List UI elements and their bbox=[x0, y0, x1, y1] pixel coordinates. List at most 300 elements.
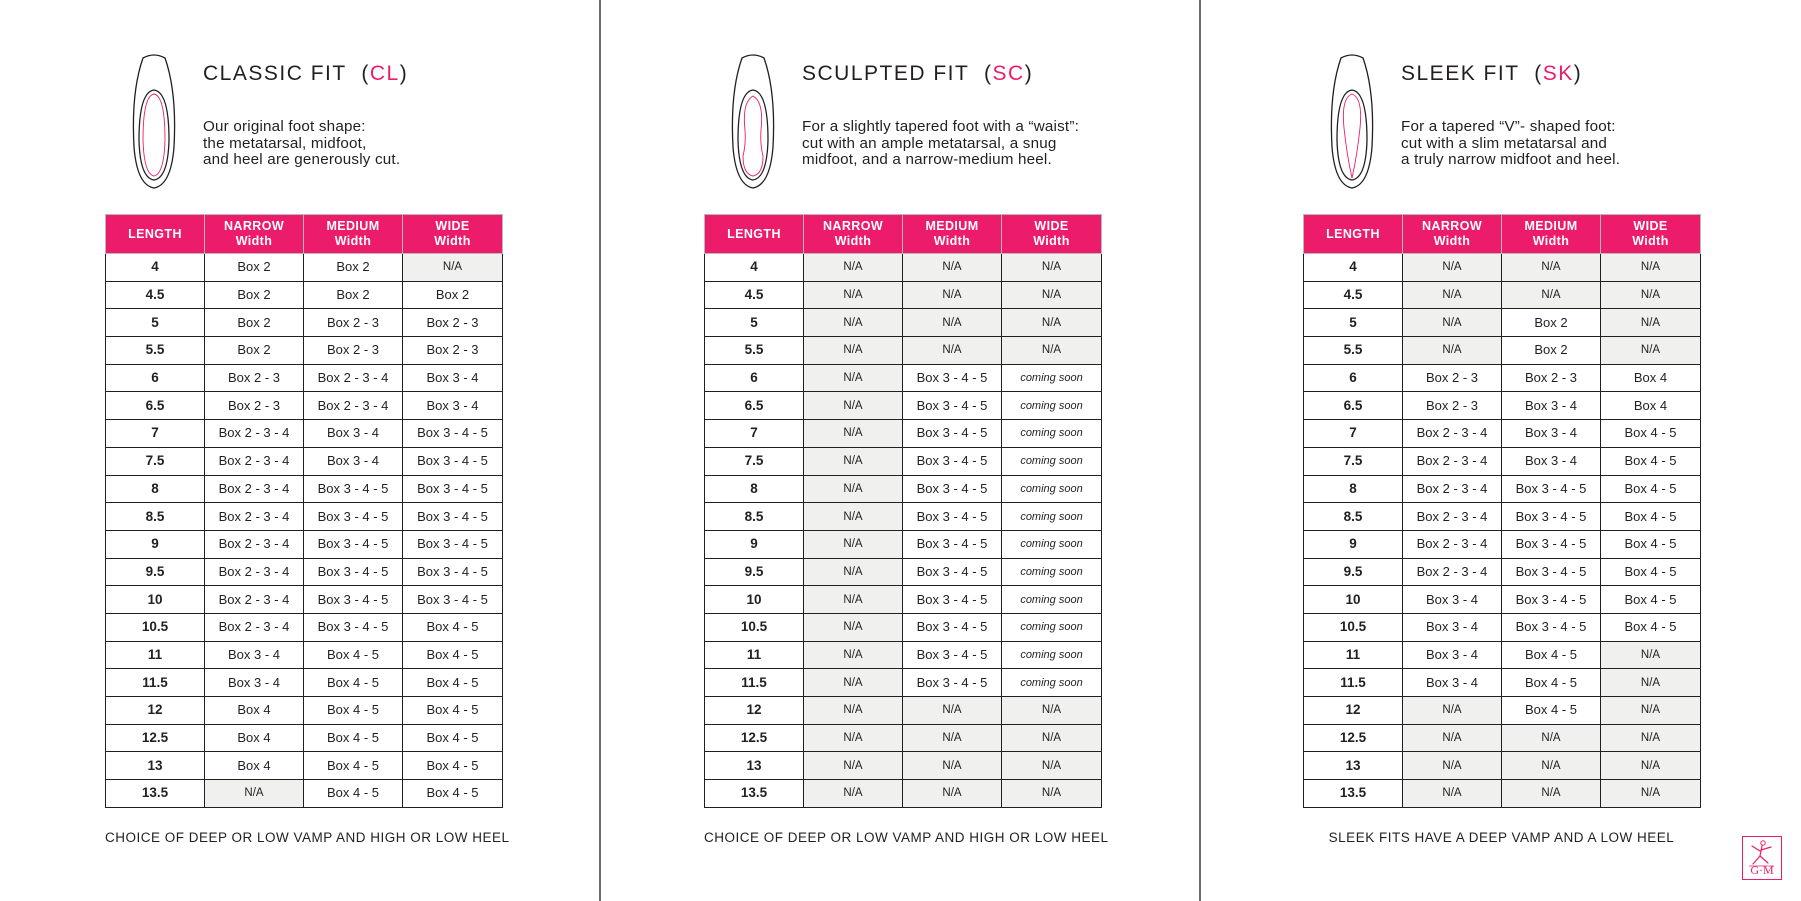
gaynor-minden-logo-icon bbox=[1742, 836, 1782, 880]
table-row bbox=[106, 475, 503, 503]
fit-description-line: and heel are generously cut. bbox=[203, 151, 401, 169]
box-cell: N/A bbox=[804, 254, 903, 282]
box-cell: N/A bbox=[804, 724, 903, 752]
table-row bbox=[106, 309, 503, 337]
box-cell: Box 3 - 4 bbox=[1502, 392, 1601, 420]
length-cell: 5.5 bbox=[1304, 337, 1403, 365]
box-cell: Box 2 - 3 - 4 bbox=[205, 586, 304, 614]
table-row bbox=[1304, 420, 1701, 448]
box-cell: coming soon bbox=[1002, 641, 1102, 669]
table-row bbox=[705, 420, 1102, 448]
box-cell: Box 2 - 3 - 4 bbox=[205, 447, 304, 475]
box-cell: N/A bbox=[804, 337, 903, 365]
length-cell: 5.5 bbox=[705, 337, 804, 365]
box-cell: Box 2 - 3 bbox=[304, 337, 403, 365]
table-row bbox=[1304, 337, 1701, 365]
box-cell: Box 2 bbox=[205, 281, 304, 309]
box-cell: N/A bbox=[1601, 309, 1701, 337]
length-cell: 13.5 bbox=[1304, 780, 1403, 808]
length-cell: 4 bbox=[1304, 254, 1403, 282]
box-cell: Box 3 - 4 bbox=[1502, 447, 1601, 475]
table-row bbox=[106, 447, 503, 475]
table-row bbox=[705, 281, 1102, 309]
box-cell: Box 3 - 4 bbox=[1403, 669, 1502, 697]
header-medium-label: MEDIUM bbox=[925, 219, 979, 233]
box-cell: Box 4 bbox=[205, 724, 304, 752]
box-cell: Box 2 - 3 - 4 bbox=[205, 475, 304, 503]
table-row bbox=[106, 392, 503, 420]
box-cell: N/A bbox=[1002, 752, 1102, 780]
box-cell: N/A bbox=[903, 309, 1002, 337]
header-medium-sublabel: Width bbox=[1532, 234, 1570, 248]
box-cell: Box 2 bbox=[205, 337, 304, 365]
box-cell: Box 4 bbox=[205, 697, 304, 725]
table-row bbox=[705, 364, 1102, 392]
box-cell: coming soon bbox=[1002, 420, 1102, 448]
table-row bbox=[705, 586, 1102, 614]
fit-title-text: SLEEK FIT bbox=[1401, 62, 1520, 85]
box-cell: Box 4 - 5 bbox=[1502, 669, 1601, 697]
fit-description-line: cut with a slim metatarsal and bbox=[1401, 134, 1608, 152]
box-cell: Box 4 - 5 bbox=[403, 641, 503, 669]
length-cell: 10.5 bbox=[705, 613, 804, 641]
length-cell: 11.5 bbox=[1304, 669, 1403, 697]
table-row bbox=[705, 641, 1102, 669]
table-row bbox=[106, 254, 503, 282]
box-cell: N/A bbox=[1403, 752, 1502, 780]
box-cell: N/A bbox=[804, 780, 903, 808]
header-wide-label: WIDE bbox=[435, 219, 470, 233]
table-row bbox=[106, 586, 503, 614]
box-cell: Box 2 - 3 - 4 bbox=[1403, 558, 1502, 586]
header-medium bbox=[903, 215, 1002, 254]
table-row bbox=[705, 697, 1102, 725]
box-cell: Box 3 - 4 - 5 bbox=[903, 669, 1002, 697]
box-cell: N/A bbox=[1403, 697, 1502, 725]
table-row bbox=[705, 309, 1102, 337]
length-cell: 9.5 bbox=[1304, 558, 1403, 586]
box-cell: N/A bbox=[804, 364, 903, 392]
fit-panel bbox=[1198, 0, 1796, 901]
table-row bbox=[106, 558, 503, 586]
length-cell: 4 bbox=[705, 254, 804, 282]
size-table bbox=[704, 214, 1102, 808]
table-row bbox=[705, 254, 1102, 282]
box-cell: N/A bbox=[804, 475, 903, 503]
header-wide-label: WIDE bbox=[1034, 219, 1069, 233]
box-cell: Box 2 - 3 bbox=[1502, 364, 1601, 392]
box-cell: N/A bbox=[1403, 309, 1502, 337]
length-cell: 8.5 bbox=[106, 503, 205, 531]
header-narrow bbox=[205, 215, 304, 254]
box-cell: Box 3 - 4 bbox=[304, 420, 403, 448]
table-row bbox=[106, 724, 503, 752]
header-narrow-label: NARROW bbox=[223, 219, 285, 233]
header-medium-label: MEDIUM bbox=[1524, 219, 1578, 233]
box-cell: Box 3 - 4 bbox=[1403, 641, 1502, 669]
box-cell: N/A bbox=[903, 254, 1002, 282]
table-row bbox=[705, 475, 1102, 503]
table-row bbox=[106, 780, 503, 808]
box-cell: N/A bbox=[1502, 254, 1601, 282]
length-cell: 12 bbox=[106, 697, 205, 725]
fit-description bbox=[203, 119, 563, 169]
fit-title bbox=[1401, 62, 1582, 86]
box-cell: coming soon bbox=[1002, 613, 1102, 641]
box-cell: Box 2 - 3 - 4 bbox=[1403, 475, 1502, 503]
box-cell: N/A bbox=[1502, 780, 1601, 808]
box-cell: coming soon bbox=[1002, 475, 1102, 503]
length-cell: 11.5 bbox=[705, 669, 804, 697]
box-cell: N/A bbox=[903, 752, 1002, 780]
length-cell: 13 bbox=[1304, 752, 1403, 780]
box-cell: N/A bbox=[804, 309, 903, 337]
header-wide bbox=[403, 215, 503, 254]
fit-description-line: For a tapered “V”- shaped foot: bbox=[1401, 118, 1616, 135]
box-cell: Box 3 - 4 bbox=[1403, 613, 1502, 641]
box-cell: N/A bbox=[1502, 724, 1601, 752]
box-cell: Box 3 - 4 - 5 bbox=[1502, 613, 1601, 641]
length-cell: 12.5 bbox=[705, 724, 804, 752]
box-cell: Box 3 - 4 bbox=[1502, 420, 1601, 448]
table-header-row bbox=[1304, 215, 1701, 254]
table-row bbox=[1304, 364, 1701, 392]
box-cell: Box 4 - 5 bbox=[403, 697, 503, 725]
box-cell: N/A bbox=[804, 613, 903, 641]
length-cell: 10.5 bbox=[1304, 613, 1403, 641]
box-cell: N/A bbox=[1502, 752, 1601, 780]
header-narrow-sublabel: Width bbox=[834, 234, 872, 248]
box-cell: Box 2 bbox=[304, 254, 403, 282]
box-cell: Box 3 - 4 - 5 bbox=[304, 613, 403, 641]
length-cell: 5 bbox=[106, 309, 205, 337]
table-row bbox=[705, 613, 1102, 641]
box-cell: Box 2 - 3 - 4 bbox=[205, 503, 304, 531]
header-length: LENGTH bbox=[705, 215, 804, 254]
box-cell: Box 2 - 3 bbox=[304, 309, 403, 337]
header-narrow bbox=[1403, 215, 1502, 254]
table-row bbox=[106, 752, 503, 780]
box-cell: N/A bbox=[804, 420, 903, 448]
box-cell: Box 3 - 4 - 5 bbox=[403, 503, 503, 531]
box-cell: N/A bbox=[1403, 254, 1502, 282]
box-cell: Box 3 - 4 bbox=[304, 447, 403, 475]
box-cell: coming soon bbox=[1002, 669, 1102, 697]
box-cell: Box 3 - 4 - 5 bbox=[403, 447, 503, 475]
header-narrow bbox=[804, 215, 903, 254]
box-cell: Box 3 - 4 - 5 bbox=[1502, 475, 1601, 503]
length-cell: 9 bbox=[705, 530, 804, 558]
length-cell: 6 bbox=[106, 364, 205, 392]
table-row bbox=[106, 613, 503, 641]
box-cell: coming soon bbox=[1002, 503, 1102, 531]
box-cell: N/A bbox=[804, 392, 903, 420]
fit-code-open: ( bbox=[984, 62, 993, 85]
box-cell: Box 4 - 5 bbox=[304, 780, 403, 808]
box-cell: N/A bbox=[1403, 281, 1502, 309]
header-narrow-label: NARROW bbox=[822, 219, 884, 233]
length-cell: 9 bbox=[106, 530, 205, 558]
box-cell: N/A bbox=[403, 254, 503, 282]
box-cell: Box 2 - 3 bbox=[1403, 392, 1502, 420]
pointe-shoe-classic-icon bbox=[128, 52, 180, 192]
box-cell: Box 4 - 5 bbox=[1601, 503, 1701, 531]
fit-description bbox=[802, 119, 1162, 169]
box-cell: N/A bbox=[1002, 780, 1102, 808]
box-cell: Box 2 - 3 bbox=[403, 309, 503, 337]
table-row bbox=[705, 503, 1102, 531]
length-cell: 5.5 bbox=[106, 337, 205, 365]
fit-description-line: For a slightly tapered foot with a “waist”: bbox=[802, 118, 1080, 135]
box-cell: N/A bbox=[903, 724, 1002, 752]
table-row bbox=[1304, 447, 1701, 475]
header-narrow-sublabel: Width bbox=[235, 234, 273, 248]
box-cell: Box 4 - 5 bbox=[304, 724, 403, 752]
box-cell: N/A bbox=[1403, 337, 1502, 365]
table-row bbox=[106, 337, 503, 365]
fit-panel bbox=[0, 0, 598, 901]
table-row bbox=[1304, 697, 1701, 725]
table-row bbox=[1304, 309, 1701, 337]
length-cell: 12 bbox=[1304, 697, 1403, 725]
table-row bbox=[705, 392, 1102, 420]
box-cell: N/A bbox=[1002, 281, 1102, 309]
table-row bbox=[1304, 530, 1701, 558]
box-cell: Box 4 - 5 bbox=[1601, 475, 1701, 503]
box-cell: coming soon bbox=[1002, 558, 1102, 586]
box-cell: Box 3 - 4 - 5 bbox=[903, 420, 1002, 448]
box-cell: N/A bbox=[804, 697, 903, 725]
box-cell: Box 3 - 4 - 5 bbox=[903, 475, 1002, 503]
fit-code: SC bbox=[992, 62, 1025, 85]
length-cell: 11 bbox=[705, 641, 804, 669]
table-row bbox=[705, 337, 1102, 365]
box-cell: Box 4 bbox=[1601, 364, 1701, 392]
fit-description bbox=[1401, 119, 1761, 169]
box-cell: coming soon bbox=[1002, 364, 1102, 392]
table-row bbox=[1304, 780, 1701, 808]
box-cell: Box 2 - 3 bbox=[403, 337, 503, 365]
table-row bbox=[106, 420, 503, 448]
box-cell: coming soon bbox=[1002, 530, 1102, 558]
length-cell: 5 bbox=[705, 309, 804, 337]
fit-code-open: ( bbox=[1534, 62, 1543, 85]
length-cell: 11.5 bbox=[106, 669, 205, 697]
box-cell: Box 3 - 4 - 5 bbox=[903, 530, 1002, 558]
box-cell: Box 3 - 4 - 5 bbox=[1502, 530, 1601, 558]
box-cell: Box 2 bbox=[205, 309, 304, 337]
fit-code-open: ( bbox=[361, 62, 370, 85]
box-cell: Box 4 bbox=[205, 752, 304, 780]
box-cell: N/A bbox=[1002, 724, 1102, 752]
size-table bbox=[1303, 214, 1701, 808]
box-cell: N/A bbox=[1002, 337, 1102, 365]
length-cell: 4 bbox=[106, 254, 205, 282]
length-cell: 8 bbox=[705, 475, 804, 503]
header-medium bbox=[304, 215, 403, 254]
table-row bbox=[1304, 503, 1701, 531]
header-medium-sublabel: Width bbox=[933, 234, 971, 248]
box-cell: Box 3 - 4 bbox=[205, 641, 304, 669]
box-cell: Box 3 - 4 - 5 bbox=[903, 503, 1002, 531]
pointe-shoe-sculpted-icon bbox=[727, 52, 779, 192]
box-cell: Box 2 - 3 - 4 bbox=[1403, 530, 1502, 558]
box-cell: Box 2 - 3 - 4 bbox=[1403, 503, 1502, 531]
box-cell: Box 2 bbox=[1502, 337, 1601, 365]
box-cell: Box 3 - 4 bbox=[1403, 586, 1502, 614]
box-cell: Box 3 - 4 - 5 bbox=[403, 530, 503, 558]
box-cell: Box 3 - 4 - 5 bbox=[304, 530, 403, 558]
fit-code: CL bbox=[369, 62, 400, 85]
size-table bbox=[105, 214, 503, 808]
table-row bbox=[705, 447, 1102, 475]
fit-footnote: CHOICE OF DEEP OR LOW VAMP AND HIGH OR LOW HEEL bbox=[105, 830, 510, 845]
box-cell: Box 4 - 5 bbox=[1502, 641, 1601, 669]
header-length: LENGTH bbox=[106, 215, 205, 254]
fit-footnote: CHOICE OF DEEP OR LOW VAMP AND HIGH OR LOW HEEL bbox=[704, 830, 1109, 845]
pointe-shoe-sleek-icon bbox=[1326, 52, 1378, 192]
box-cell: N/A bbox=[804, 641, 903, 669]
box-cell: Box 4 - 5 bbox=[1601, 558, 1701, 586]
box-cell: Box 4 - 5 bbox=[403, 613, 503, 641]
length-cell: 12 bbox=[705, 697, 804, 725]
box-cell: Box 2 bbox=[205, 254, 304, 282]
table-row bbox=[705, 530, 1102, 558]
table-row bbox=[1304, 669, 1701, 697]
fit-description-line: Our original foot shape: bbox=[203, 118, 366, 135]
box-cell: Box 3 - 4 bbox=[403, 392, 503, 420]
length-cell: 7 bbox=[1304, 420, 1403, 448]
box-cell: Box 4 - 5 bbox=[1601, 447, 1701, 475]
box-cell: Box 2 - 3 bbox=[205, 392, 304, 420]
box-cell: Box 2 - 3 - 4 bbox=[205, 530, 304, 558]
box-cell: Box 3 - 4 - 5 bbox=[304, 586, 403, 614]
box-cell: N/A bbox=[1601, 697, 1701, 725]
box-cell: coming soon bbox=[1002, 392, 1102, 420]
fit-title bbox=[203, 62, 408, 86]
box-cell: Box 4 - 5 bbox=[304, 752, 403, 780]
box-cell: Box 4 - 5 bbox=[1601, 530, 1701, 558]
box-cell: Box 4 - 5 bbox=[1502, 697, 1601, 725]
header-medium-sublabel: Width bbox=[334, 234, 372, 248]
header-narrow-sublabel: Width bbox=[1433, 234, 1471, 248]
table-row bbox=[1304, 613, 1701, 641]
box-cell: Box 3 - 4 - 5 bbox=[903, 558, 1002, 586]
table-row bbox=[1304, 475, 1701, 503]
length-cell: 4.5 bbox=[106, 281, 205, 309]
box-cell: N/A bbox=[903, 281, 1002, 309]
length-cell: 8.5 bbox=[705, 503, 804, 531]
fit-panel bbox=[599, 0, 1197, 901]
length-cell: 6.5 bbox=[106, 392, 205, 420]
box-cell: N/A bbox=[804, 752, 903, 780]
box-cell: Box 3 - 4 - 5 bbox=[903, 586, 1002, 614]
box-cell: Box 2 - 3 - 4 bbox=[304, 392, 403, 420]
length-cell: 6.5 bbox=[1304, 392, 1403, 420]
box-cell: Box 4 - 5 bbox=[403, 724, 503, 752]
length-cell: 12.5 bbox=[106, 724, 205, 752]
box-cell: Box 2 - 3 bbox=[1403, 364, 1502, 392]
fit-code-close: ) bbox=[1573, 62, 1583, 85]
table-row bbox=[1304, 752, 1701, 780]
box-cell: Box 3 - 4 - 5 bbox=[403, 586, 503, 614]
table-row bbox=[1304, 724, 1701, 752]
length-cell: 11 bbox=[106, 641, 205, 669]
length-cell: 9.5 bbox=[705, 558, 804, 586]
header-wide-label: WIDE bbox=[1633, 219, 1668, 233]
length-cell: 13 bbox=[705, 752, 804, 780]
length-cell: 10 bbox=[1304, 586, 1403, 614]
table-row bbox=[705, 780, 1102, 808]
box-cell: N/A bbox=[1002, 697, 1102, 725]
box-cell: N/A bbox=[1403, 724, 1502, 752]
box-cell: Box 3 - 4 - 5 bbox=[1502, 503, 1601, 531]
box-cell: N/A bbox=[1601, 641, 1701, 669]
fit-description-line: cut with an ample metatarsal, a snug bbox=[802, 134, 1057, 152]
box-cell: Box 3 - 4 - 5 bbox=[403, 558, 503, 586]
header-wide-sublabel: Width bbox=[1033, 234, 1070, 248]
box-cell: N/A bbox=[1403, 780, 1502, 808]
table-row bbox=[1304, 392, 1701, 420]
box-cell: N/A bbox=[804, 447, 903, 475]
length-cell: 6.5 bbox=[705, 392, 804, 420]
box-cell: N/A bbox=[1601, 752, 1701, 780]
length-cell: 10 bbox=[705, 586, 804, 614]
table-row bbox=[106, 503, 503, 531]
fit-code-close: ) bbox=[399, 62, 409, 85]
table-row bbox=[1304, 558, 1701, 586]
length-cell: 8 bbox=[1304, 475, 1403, 503]
length-cell: 12.5 bbox=[1304, 724, 1403, 752]
box-cell: Box 4 - 5 bbox=[403, 780, 503, 808]
length-cell: 9 bbox=[1304, 530, 1403, 558]
length-cell: 5 bbox=[1304, 309, 1403, 337]
box-cell: N/A bbox=[804, 558, 903, 586]
length-cell: 6 bbox=[705, 364, 804, 392]
box-cell: coming soon bbox=[1002, 586, 1102, 614]
fit-footnote: SLEEK FITS HAVE A DEEP VAMP AND A LOW HEEL bbox=[1328, 830, 1675, 845]
length-cell: 10 bbox=[106, 586, 205, 614]
box-cell: Box 4 - 5 bbox=[1601, 586, 1701, 614]
length-cell: 7.5 bbox=[705, 447, 804, 475]
header-medium bbox=[1502, 215, 1601, 254]
box-cell: N/A bbox=[804, 669, 903, 697]
header-wide bbox=[1601, 215, 1701, 254]
box-cell: Box 2 bbox=[304, 281, 403, 309]
fit-title-text: CLASSIC FIT bbox=[203, 62, 347, 85]
box-cell: Box 3 - 4 - 5 bbox=[304, 558, 403, 586]
box-cell: Box 4 - 5 bbox=[304, 641, 403, 669]
box-cell: N/A bbox=[903, 697, 1002, 725]
box-cell: Box 3 - 4 - 5 bbox=[903, 392, 1002, 420]
table-row bbox=[705, 724, 1102, 752]
box-cell: N/A bbox=[1601, 780, 1701, 808]
box-cell: Box 3 - 4 - 5 bbox=[1502, 586, 1601, 614]
box-cell: N/A bbox=[804, 586, 903, 614]
box-cell: N/A bbox=[804, 530, 903, 558]
length-cell: 8 bbox=[106, 475, 205, 503]
box-cell: Box 4 - 5 bbox=[403, 752, 503, 780]
length-cell: 6 bbox=[1304, 364, 1403, 392]
table-row bbox=[1304, 641, 1701, 669]
table-row bbox=[106, 530, 503, 558]
box-cell: N/A bbox=[804, 503, 903, 531]
box-cell: Box 3 - 4 - 5 bbox=[903, 613, 1002, 641]
box-cell: Box 2 - 3 - 4 bbox=[1403, 420, 1502, 448]
box-cell: N/A bbox=[804, 281, 903, 309]
table-row bbox=[705, 669, 1102, 697]
fit-code-close: ) bbox=[1024, 62, 1034, 85]
